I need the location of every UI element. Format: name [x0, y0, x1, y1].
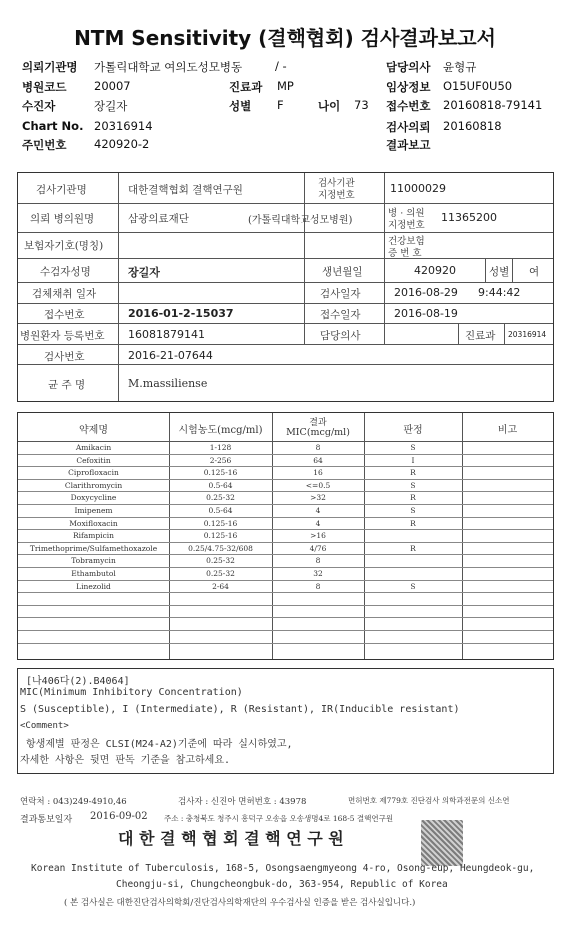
- table-cell: R: [410, 468, 416, 478]
- testtime-value: 9:44:42: [478, 286, 521, 299]
- accno-value: 20160818-79141: [443, 98, 543, 112]
- th-mic: MIC(mcg/ml): [286, 427, 350, 438]
- table-cell: I: [411, 455, 415, 465]
- footer-contact: 연락처 : 043)249-4910,46: [20, 797, 127, 807]
- note-legend: S (Susceptible), I (Intermediate), R (Resistant), IR(Inducible resistant): [20, 704, 460, 715]
- table-cell: 0.125-16: [203, 531, 238, 541]
- birth-value: 420920: [414, 264, 456, 277]
- org-label: 의뢰기관명: [22, 60, 78, 74]
- collect-label: 검체채취 일자: [32, 288, 97, 300]
- dept-value: MP: [277, 79, 294, 93]
- table-cell: Linezolid: [76, 581, 111, 591]
- info-dept-label: 진료과: [465, 330, 496, 342]
- table-cell: 0.125-16: [203, 468, 238, 478]
- table-cell: 64: [313, 455, 323, 465]
- hospcode-label-2: 지정번호: [388, 220, 425, 231]
- hospcode-value: 11365200: [441, 211, 497, 224]
- table-cell: >16: [310, 531, 326, 541]
- th-result: 결과: [309, 418, 327, 428]
- table-cell: 32: [313, 569, 323, 578]
- table-cell: 0.25-32: [206, 493, 235, 503]
- table-cell: R: [410, 518, 416, 528]
- table-cell: Imipenem: [74, 506, 113, 515]
- species-label: 균 주 명: [48, 379, 86, 391]
- labcode-label-2: 지정번호: [318, 190, 355, 201]
- table-cell: 0.5-64: [208, 506, 233, 515]
- table-cell: >32: [310, 493, 326, 503]
- age-value: 73: [354, 98, 369, 112]
- patient-value: 장길자: [94, 99, 128, 113]
- table-cell: Trimethoprime/Sulfamethoxazole: [29, 543, 158, 553]
- rrn-label: 주민번호: [22, 138, 67, 152]
- table-cell: 2-256: [209, 455, 232, 465]
- table-cell: 0.25/4.75-32/608: [188, 543, 253, 553]
- note-mic: MIC(Minimum Inhibitory Concentration): [20, 687, 243, 698]
- seal-stamp-icon: [421, 820, 463, 866]
- table-cell: S: [410, 506, 416, 515]
- dept-label: 진료과: [229, 80, 263, 94]
- rrn-value: 420920-2: [94, 137, 150, 151]
- table-cell: 8: [315, 581, 321, 591]
- table-cell: Amikacin: [75, 443, 112, 452]
- hospcode-label: 병원코드: [22, 80, 67, 94]
- report-label: 결과보고: [386, 138, 431, 152]
- species-value: M.massiliense: [128, 377, 208, 390]
- regno-label: 병원환자 등록번호: [20, 330, 105, 342]
- th-judge: 판정: [403, 425, 423, 436]
- th-note: 비고: [497, 425, 518, 436]
- table-cell: Doxycycline: [70, 493, 117, 503]
- table-cell: 1-128: [209, 443, 232, 452]
- table-cell: R: [410, 543, 416, 553]
- name-label: 수검자성명: [40, 266, 91, 278]
- accdate-value: 2016-08-19: [394, 307, 458, 320]
- page-title: NTM Sensitivity (결핵협회) 검사결과보고서: [74, 26, 496, 50]
- table-cell: <=0.5: [305, 480, 331, 490]
- reqhosp-value: 삼광의료재단: [128, 213, 189, 225]
- info-sex-label: 성별: [489, 266, 510, 278]
- testno-value: 2016-21-07644: [128, 349, 213, 362]
- footer-tester: 검사자 : 신진아 면허번호 : 43978: [178, 797, 307, 807]
- th-drug: 약제명: [79, 425, 108, 436]
- lab-value: 대한결핵협회 결핵연구원: [128, 184, 243, 196]
- footer-org-en-1: Korean Institute of Tuberculosis, 168-5, Osongsaengmyeong 4-ro, Osong-eup, Heungdeok-gu,: [31, 863, 535, 874]
- table-cell: 4/76: [309, 543, 327, 553]
- doctor-value: 윤형규: [443, 60, 477, 74]
- reqhosp-note: (가톨릭대학교성모병원): [248, 215, 353, 226]
- table-cell: 0.25-32: [206, 556, 235, 566]
- th-conc: 시험농도(mcg/ml): [178, 425, 263, 436]
- note-code: [나406다(2).B4064]: [26, 676, 130, 687]
- sex-label: 성별: [229, 99, 252, 113]
- table-cell: 0.125-16: [203, 518, 238, 528]
- table-cell: 2-64: [212, 581, 229, 591]
- age-label: 나이: [318, 99, 341, 113]
- accno-label: 접수번호: [386, 99, 431, 113]
- hospcode-value: 20007: [94, 79, 131, 93]
- note-comment-label: <Comment>: [20, 721, 69, 731]
- doctor-label: 담당의사: [386, 60, 431, 74]
- footer-report-date: 2016-09-02: [90, 811, 148, 822]
- reqdate-label: 검사의뢰: [386, 120, 431, 134]
- footer-report-date-label: 결과통보일자: [20, 815, 73, 825]
- table-cell: Rifampicin: [72, 531, 115, 541]
- table-cell: Clarithromycin: [64, 480, 123, 490]
- note-comment-1: 항생제별 판정은 CLSI(M24-A2)기준에 따라 실시하였고,: [26, 739, 293, 750]
- clinical-label: 임상정보: [386, 80, 431, 94]
- testno-label: 검사번호: [44, 351, 85, 363]
- clinical-value: O15UF0U50: [443, 79, 513, 93]
- labcode-label-1: 검사기관: [318, 178, 355, 189]
- doctor-label-2: 담당의사: [320, 330, 361, 342]
- testdate-value: 2016-08-29: [394, 286, 458, 299]
- table-cell: 4: [315, 518, 321, 528]
- table-cell: R: [410, 493, 416, 503]
- table-cell: Ciprofloxacin: [68, 468, 119, 478]
- testdate-label: 검사일자: [320, 288, 361, 300]
- chart-label: Chart No.: [22, 119, 84, 133]
- insurecert-label-2: 증 번 호: [388, 248, 422, 259]
- table-cell: Tobramycin: [71, 556, 116, 566]
- info-sex-value: 여: [529, 266, 540, 278]
- insurecert-label-1: 건강보험: [388, 236, 425, 247]
- accdate-label: 접수일자: [320, 309, 361, 321]
- table-cell: 8: [315, 443, 321, 452]
- table-cell: Cefoxitin: [76, 455, 111, 465]
- table-cell: 4: [315, 506, 321, 515]
- patient-label: 수진자: [22, 99, 56, 113]
- notes-box: [17, 668, 554, 774]
- footer-cert: ( 본 검사실은 대한진단검사의학회/진단검사의학재단의 우수검사실 인증을 받은 검사실입니다.): [64, 898, 416, 908]
- footer-org-en-2: Cheongju-si, Chungcheongbuk-do, 363-954, Republic of Korea: [116, 879, 448, 890]
- table-cell: 16: [313, 468, 323, 478]
- footer-address: 주소 : 충청북도 청주시 흥덕구 오송읍 오송생명4로 168-5 결핵연구원: [164, 814, 394, 823]
- drug-table: [17, 412, 554, 660]
- sex-value: F: [277, 98, 284, 112]
- acc-value: 2016-01-2-15037: [128, 307, 234, 320]
- hospcode-label-1: 병 · 의원: [388, 208, 425, 219]
- regno-value: 16081879141: [128, 328, 205, 341]
- footer-org-kr: 대 한 결 핵 협 회 결 핵 연 구 원: [118, 829, 344, 848]
- table-cell: Ethambutol: [71, 569, 116, 578]
- org-value: 가톨릭대학교 여의도성모병동: [94, 60, 243, 74]
- labcode-value: 11000029: [390, 182, 446, 195]
- table-cell: 0.5-64: [208, 480, 233, 490]
- table-cell: 8: [315, 556, 321, 566]
- table-cell: S: [410, 581, 416, 591]
- reqdate-value: 20160818: [443, 119, 502, 133]
- acc-label: 접수번호: [44, 309, 85, 321]
- chart-value: 20316914: [94, 119, 153, 133]
- patient-info-box: [17, 172, 554, 402]
- org-slash: / -: [275, 59, 287, 73]
- name-value: 장길자: [128, 266, 160, 279]
- lab-label: 검사기관명: [36, 184, 87, 196]
- reqhosp-label: 의뢰 병의원명: [30, 213, 95, 225]
- insure-label: 보험자기호(명칭): [24, 240, 104, 252]
- table-cell: 0.25-32: [206, 569, 235, 578]
- info-dept-value: 20316914: [508, 330, 547, 339]
- table-cell: S: [410, 443, 416, 452]
- table-cell: Moxifloxacin: [69, 518, 118, 528]
- footer-licensee: 면허번호 제779호 진단검사 의학과전문의 신소연: [348, 796, 510, 805]
- birth-label: 생년월일: [322, 266, 363, 278]
- note-comment-2: 자세한 사항은 뒷면 판독 기준을 참고하세요.: [20, 755, 231, 766]
- table-cell: S: [410, 480, 416, 490]
